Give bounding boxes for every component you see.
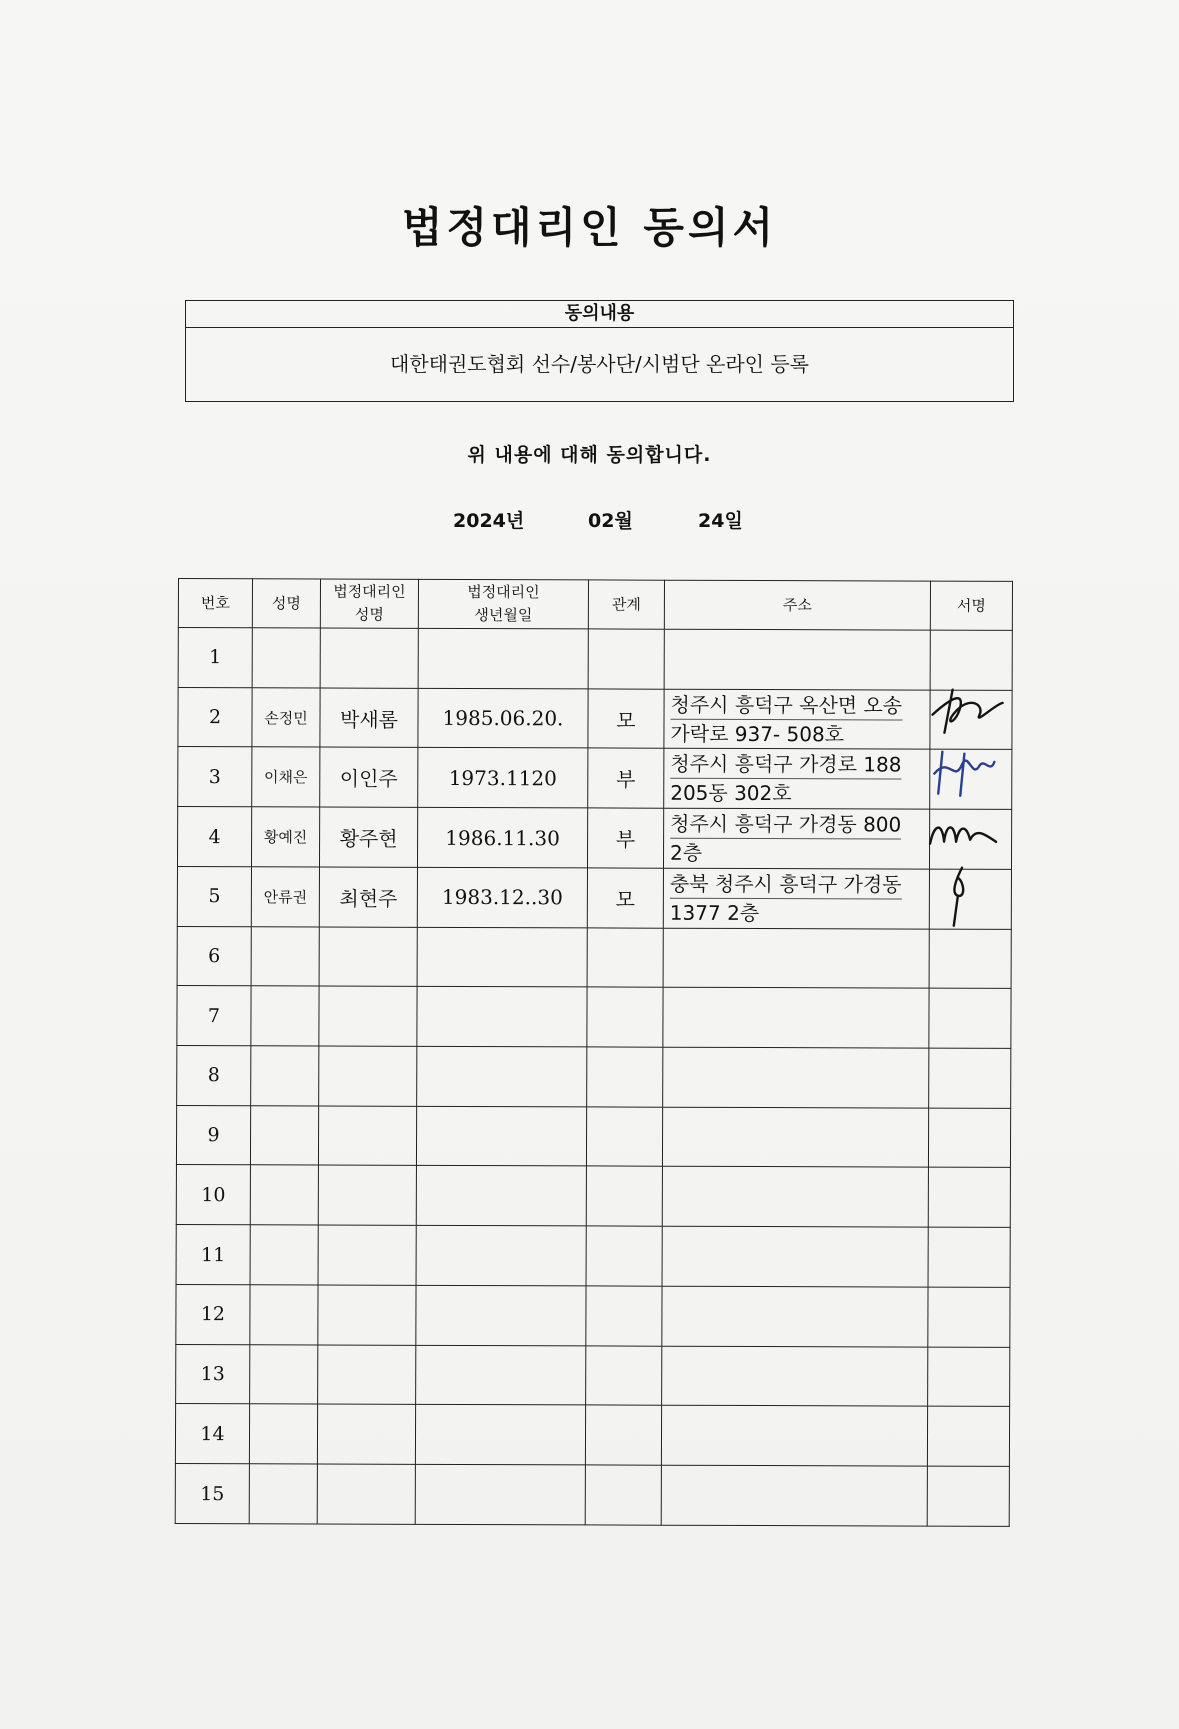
- table-header-row: [178, 579, 1012, 631]
- signature-cell: [929, 809, 1011, 869]
- child-name: [249, 1464, 317, 1524]
- guardian-birthdate: [417, 987, 587, 1047]
- header-relation: 관계: [588, 580, 664, 629]
- relation: 부: [587, 808, 663, 868]
- header-guardian-birth-line1: 법정대리인: [467, 583, 540, 602]
- table-row: [177, 866, 1011, 929]
- guardian-name: [319, 927, 417, 987]
- address: [662, 1167, 928, 1228]
- table-row: [176, 1344, 1010, 1407]
- child-name: 안류권: [251, 867, 319, 927]
- child-name: 손정민: [252, 687, 320, 747]
- address: [663, 928, 929, 989]
- guardian-birthdate: 1985.06.20.: [418, 688, 588, 748]
- table-row: [177, 926, 1011, 989]
- header-guardian-birth: [418, 579, 588, 629]
- guardian-birthdate: 1986.11.30: [417, 807, 587, 867]
- guardian-name: [318, 1225, 416, 1285]
- relation: [587, 928, 663, 988]
- guardian-name: 이인주: [320, 747, 418, 807]
- table-row: [177, 986, 1011, 1049]
- guardian-name: 박새롬: [320, 688, 418, 748]
- address: [662, 1286, 928, 1347]
- address: [664, 749, 930, 810]
- document-title: 법정대리인 동의서: [401, 203, 778, 252]
- signature-cell: [929, 869, 1011, 929]
- signature-cell: [929, 929, 1011, 989]
- address-line-1: 청주시 흥덕구 가경로 188: [670, 750, 901, 780]
- signature-cell: [928, 1168, 1010, 1228]
- address: [664, 689, 930, 750]
- date-year: 2024년: [453, 510, 525, 532]
- address-line-1: 청주시 흥덕구 옥산면 오송: [671, 690, 903, 720]
- guardian-birthdate: [417, 1046, 587, 1106]
- row-number: 9: [176, 1105, 250, 1165]
- row-number: 11: [176, 1225, 250, 1285]
- guardian-birthdate: [417, 927, 587, 987]
- signature-cell: [928, 1287, 1010, 1347]
- address: [663, 988, 929, 1049]
- table-row: [177, 807, 1011, 870]
- child-name: 이채은: [252, 747, 320, 807]
- address: [663, 868, 929, 929]
- relation: [585, 1405, 661, 1465]
- address: [661, 1406, 927, 1467]
- child-name: [250, 1106, 318, 1166]
- table-row: [177, 1046, 1011, 1109]
- relation: [587, 987, 663, 1047]
- handwritten-signature: [924, 744, 1010, 810]
- header-address: 주소: [664, 580, 930, 630]
- child-name: [251, 926, 319, 986]
- agree-statement: 위 내용에 대해 동의합니다.: [467, 444, 712, 466]
- signature-cell: [929, 988, 1011, 1048]
- address-line-2: 1377 2층: [669, 900, 760, 925]
- relation: [586, 1107, 662, 1167]
- guardian-table: [175, 578, 1013, 1527]
- guardian-birthdate: [416, 1226, 586, 1286]
- header-guardian-name: [320, 579, 418, 628]
- row-number: 1: [178, 628, 252, 688]
- row-number: 15: [175, 1464, 249, 1524]
- guardian-birthdate: [418, 628, 588, 688]
- relation: 부: [588, 748, 664, 808]
- child-name: [250, 1285, 318, 1345]
- address: [664, 629, 930, 690]
- header-name: 성명: [252, 579, 320, 628]
- child-name: 황예진: [251, 807, 319, 867]
- address-line-2: 205동 302호: [670, 781, 792, 806]
- relation: [586, 1226, 662, 1286]
- relation: [586, 1286, 662, 1346]
- consent-header: 동의내용: [186, 301, 1013, 328]
- handwritten-signature: [924, 804, 1010, 870]
- handwritten-signature: [924, 863, 1010, 929]
- guardian-name: [319, 1046, 417, 1106]
- relation: [588, 629, 664, 689]
- header-guardian-name-line1: 법정대리인: [333, 582, 406, 601]
- header-guardian-name-line2: 성명: [354, 605, 384, 624]
- row-number: 13: [176, 1344, 250, 1404]
- relation: [586, 1346, 662, 1406]
- address: [663, 808, 929, 869]
- child-name: [249, 1404, 317, 1464]
- relation: [585, 1465, 661, 1525]
- child-name: [250, 1165, 318, 1225]
- row-number: 8: [177, 1046, 251, 1106]
- child-name: [250, 1344, 318, 1404]
- relation: 모: [588, 689, 664, 749]
- guardian-birthdate: 1973.1120: [418, 748, 588, 808]
- guardian-birthdate: [416, 1345, 586, 1405]
- child-name: [251, 986, 319, 1046]
- address: [663, 1047, 929, 1108]
- row-number: 6: [177, 926, 251, 986]
- relation: 모: [587, 868, 663, 928]
- table-row: [175, 1464, 1009, 1527]
- table-row: [178, 687, 1012, 750]
- address-line-1: 충북 청주시 흥덕구 가경동: [670, 869, 902, 899]
- consent-box: [185, 300, 1014, 402]
- guardian-name: [318, 1165, 416, 1225]
- guardian-name: [317, 1464, 415, 1524]
- signature-cell: [929, 1048, 1011, 1108]
- consent-text: 대한태권도협회 선수/봉사단/시범단 온라인 등록: [390, 352, 809, 376]
- guardian-birthdate: [415, 1464, 585, 1525]
- row-number: 14: [175, 1404, 249, 1464]
- table-row: [176, 1225, 1010, 1288]
- address: [662, 1107, 928, 1168]
- guardian-name: 최현주: [319, 867, 417, 927]
- address: [661, 1465, 927, 1526]
- table-body: [175, 628, 1012, 1527]
- row-number: 10: [176, 1165, 250, 1225]
- guardian-name: [318, 1106, 416, 1166]
- table-row: [176, 1165, 1010, 1228]
- guardian-birthdate: [416, 1166, 586, 1226]
- header-guardian-birth-line2: 생년월일: [474, 606, 533, 625]
- table-row: [178, 628, 1012, 691]
- header-signature: 서명: [930, 581, 1012, 630]
- guardian-birthdate: [416, 1285, 586, 1345]
- table-row: [175, 1404, 1009, 1467]
- child-name: [252, 628, 320, 688]
- guardian-birthdate: [415, 1405, 585, 1465]
- guardian-name: [318, 1285, 416, 1345]
- signature-cell: [928, 1227, 1010, 1287]
- row-number: 5: [177, 866, 251, 926]
- address-line-1: 청주시 흥덕구 가경동 800: [670, 810, 901, 840]
- address-line-2: 2층: [670, 840, 703, 865]
- signature-cell: [927, 1406, 1009, 1466]
- date-day: 24일: [698, 510, 743, 532]
- guardian-name: 황주현: [319, 807, 417, 867]
- signature-cell: [927, 1466, 1009, 1526]
- row-number: 4: [177, 807, 251, 867]
- child-name: [250, 1225, 318, 1285]
- guardian-birthdate: 1983.12..30: [417, 867, 587, 927]
- table-row: [178, 747, 1012, 810]
- address-line-2: 가락로 937- 508호: [670, 721, 845, 746]
- date-month: 02월: [588, 510, 633, 532]
- signature-cell: [928, 1108, 1010, 1168]
- table-row: [176, 1105, 1010, 1168]
- signature-cell: [930, 630, 1012, 690]
- address: [662, 1346, 928, 1407]
- guardian-birthdate: [416, 1106, 586, 1166]
- signature-cell: [928, 1347, 1010, 1407]
- row-number: 7: [177, 986, 251, 1046]
- guardian-name: [320, 628, 418, 688]
- relation: [586, 1166, 662, 1226]
- row-number: 2: [178, 687, 252, 747]
- address: [662, 1226, 928, 1287]
- signature-cell: [930, 690, 1012, 750]
- header-no: 번호: [178, 579, 252, 628]
- guardian-name: [318, 1345, 416, 1405]
- signature-cell: [930, 750, 1012, 810]
- row-number: 3: [178, 747, 252, 807]
- child-name: [251, 1046, 319, 1106]
- table-row: [176, 1284, 1010, 1347]
- guardian-name: [317, 1404, 415, 1464]
- row-number: 12: [176, 1284, 250, 1344]
- relation: [587, 1047, 663, 1107]
- guardian-name: [319, 986, 417, 1046]
- handwritten-signature: [924, 684, 1010, 750]
